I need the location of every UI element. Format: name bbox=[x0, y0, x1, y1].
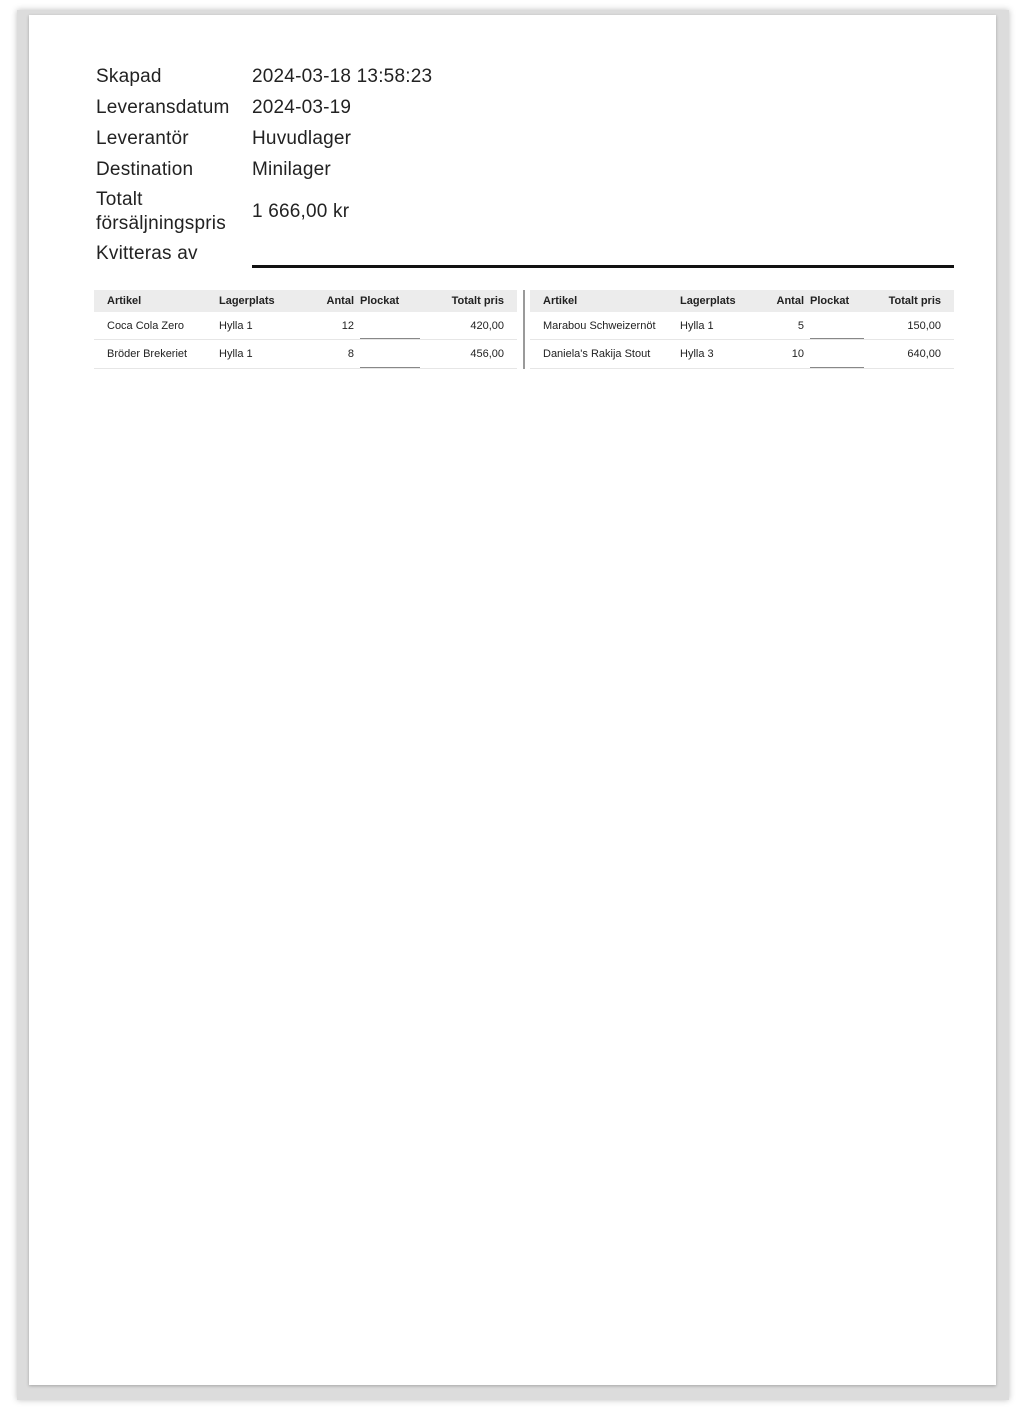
col-article: Artikel bbox=[543, 295, 578, 307]
total-label bbox=[96, 188, 252, 236]
col-location: Lagerplats bbox=[680, 295, 736, 307]
cell-location: Hylla 1 bbox=[219, 312, 304, 340]
col-location: Lagerplats bbox=[219, 295, 275, 307]
col-picked: Plockat bbox=[810, 295, 850, 307]
col-picked: Plockat bbox=[360, 295, 400, 307]
delivery-value: 2024-03-19 bbox=[252, 96, 352, 118]
col-quantity: Antal bbox=[326, 295, 354, 307]
cell-quantity: 5 bbox=[758, 312, 804, 340]
cell-quantity: 8 bbox=[304, 340, 354, 369]
cell-quantity: 10 bbox=[758, 340, 804, 369]
supplier-label: Leverantör bbox=[96, 127, 189, 149]
cell-total-price: 456,00 bbox=[426, 340, 517, 369]
destination-label: Destination bbox=[96, 158, 194, 180]
created-value: 2024-03-18 13:58:23 bbox=[252, 65, 433, 87]
cell-total-price: 640,00 bbox=[870, 340, 954, 369]
cell-location: Hylla 1 bbox=[219, 340, 304, 369]
col-total-price: Totalt pris bbox=[888, 295, 941, 307]
cell-location: Hylla 1 bbox=[680, 312, 758, 340]
supplier-value: Huvudlager bbox=[252, 127, 352, 149]
table-header bbox=[530, 290, 954, 312]
picklist-tables bbox=[94, 290, 954, 369]
table-row bbox=[94, 312, 517, 340]
signature-line bbox=[252, 239, 954, 268]
created-label: Skapad bbox=[96, 65, 162, 87]
table-row bbox=[94, 340, 517, 369]
col-total-price: Totalt pris bbox=[451, 295, 504, 307]
destination-row bbox=[96, 154, 954, 185]
table-divider bbox=[523, 290, 525, 369]
delivery-row bbox=[96, 92, 954, 123]
supplier-row bbox=[96, 123, 954, 154]
total-value: 1 666,00 kr bbox=[252, 200, 350, 222]
col-quantity: Antal bbox=[776, 295, 804, 307]
total-row bbox=[96, 185, 954, 238]
cell-total-price: 150,00 bbox=[870, 312, 954, 340]
picked-write-line bbox=[360, 367, 420, 368]
cell-article: Coca Cola Zero bbox=[94, 312, 219, 340]
picklist-table-right bbox=[530, 290, 954, 369]
cell-picked[interactable] bbox=[804, 340, 870, 369]
table-header bbox=[94, 290, 517, 312]
destination-value: Minilager bbox=[252, 158, 331, 180]
table-row bbox=[530, 312, 954, 340]
picklist-table-left bbox=[94, 290, 517, 369]
signed-label: Kvitteras av bbox=[96, 242, 198, 264]
col-article: Artikel bbox=[107, 295, 142, 307]
table-row bbox=[530, 340, 954, 369]
total-label-line1: Totalt bbox=[96, 188, 143, 210]
cell-article: Bröder Brekeriet bbox=[94, 340, 219, 369]
created-row bbox=[96, 61, 954, 92]
total-label-line2: försäljningspris bbox=[96, 212, 226, 234]
cell-article: Daniela's Rakija Stout bbox=[530, 340, 680, 369]
cell-picked[interactable] bbox=[354, 340, 426, 369]
signed-row bbox=[96, 238, 954, 269]
cell-quantity: 12 bbox=[304, 312, 354, 340]
cell-location: Hylla 3 bbox=[680, 340, 758, 369]
cell-total-price: 420,00 bbox=[426, 312, 517, 340]
delivery-label: Leveransdatum bbox=[96, 96, 230, 118]
document-page bbox=[29, 15, 996, 1385]
picked-write-line bbox=[810, 367, 864, 368]
cell-article: Marabou Schweizernöt bbox=[530, 312, 680, 340]
cell-picked[interactable] bbox=[804, 312, 870, 340]
cell-picked[interactable] bbox=[354, 312, 426, 340]
order-metadata bbox=[96, 61, 954, 269]
